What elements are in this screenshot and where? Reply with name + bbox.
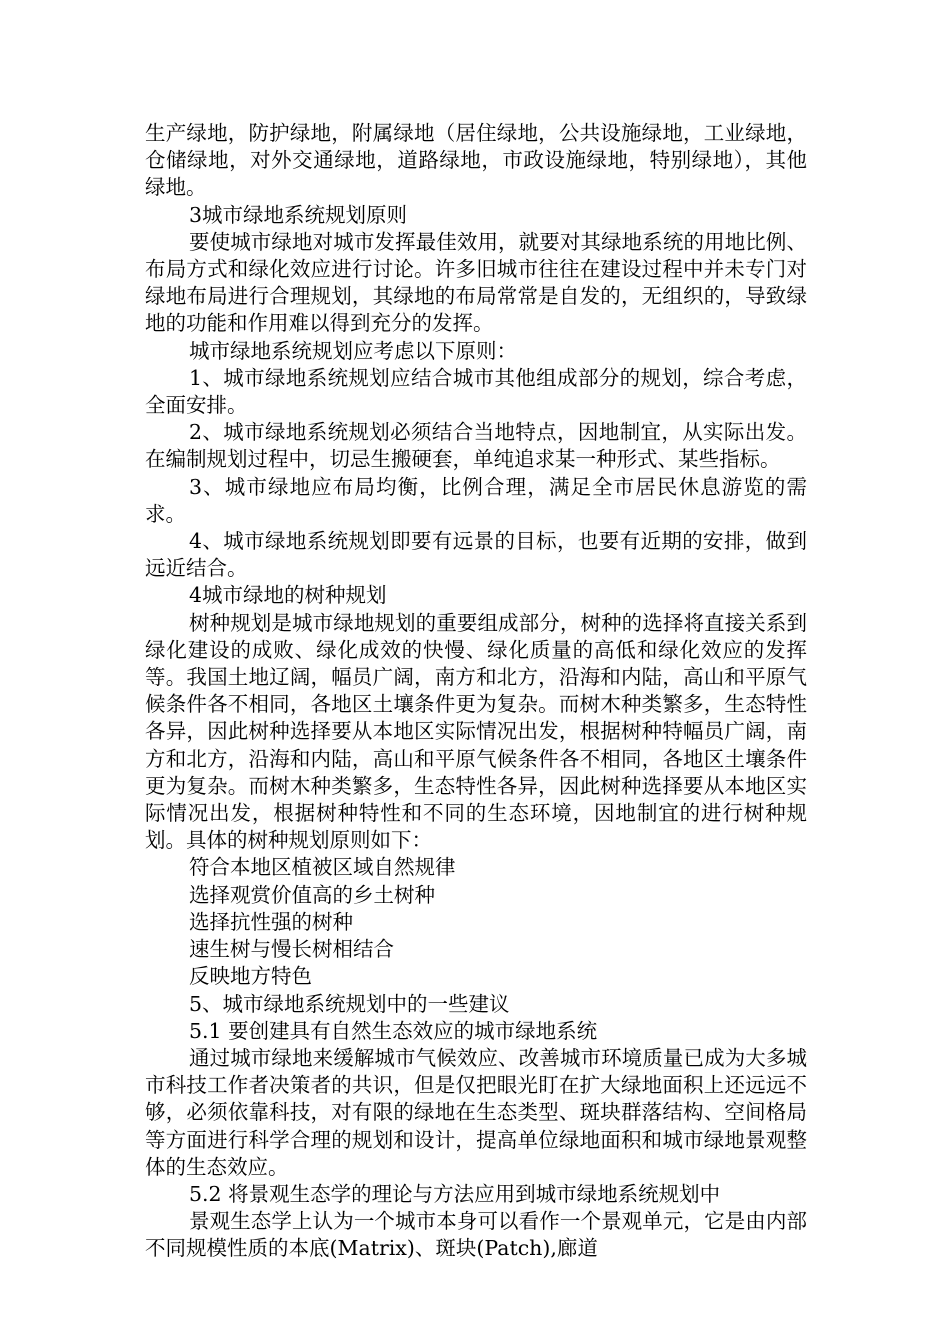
- paragraph-planning-intro: 要使城市绿地对城市发挥最佳效用，就要对其绿地系统的用地比例、布局方式和绿化效应进行讨论。许多旧城市往往在建设过程中并未专门对绿地布局进行合理规划，其绿地的布局常常是自发的，无组织的，导致绿地的功能和作用难以得到充分的发挥。: [145, 229, 807, 336]
- tree-principle-item: 反映地方特色: [189, 964, 312, 989]
- heading-suggestions: 5、城市绿地系统规划中的一些建议: [189, 991, 510, 1016]
- paragraph-suggestion-5-1: 通过城市绿地来缓解城市气候效应、改善城市环境质量已成为大多城市科技工作者决策者的共识，但是仅把眼光盯在扩大绿地面积上还远远不够，必须依靠科技，对有限的绿地在生态类型、斑块群落结构、空间格局等方面进行科学合理的规划和设计，提高单位绿地面积和城市绿地景观整体的生态效应。: [145, 1045, 807, 1179]
- heading-tree-species-planning: 4城市绿地的树种规划: [189, 583, 387, 608]
- paragraph-principles-lead: 城市绿地系统规划应考虑以下原则：: [189, 338, 517, 363]
- principle-2: 2、城市绿地系统规划必须结合当地特点，因地制宜，从实际出发。在编制规划过程中，切忌生搬硬套，单纯追求某一种形式、某些指标。: [145, 420, 807, 472]
- tree-principle-item: 选择观赏价值高的乡土树种: [189, 882, 435, 907]
- heading-planning-principles: 3城市绿地系统规划原则: [189, 202, 408, 227]
- heading-suggestion-5-2: 5.2 将景观生态学的理论与方法应用到城市绿地系统规划中: [189, 1181, 721, 1206]
- heading-suggestion-5-1: 5.1 要创建具有自然生态效应的城市绿地系统: [189, 1018, 598, 1043]
- paragraph-green-space-types: 生产绿地，防护绿地，附属绿地（居住绿地，公共设施绿地，工业绿地，仓储绿地，对外交通绿地，道路绿地，市政设施绿地，特别绿地），其他绿地。: [145, 121, 807, 200]
- tree-principle-item: 速生树与慢长树相结合: [189, 937, 394, 962]
- tree-principle-item: 选择抗性强的树种: [189, 909, 353, 934]
- principle-3: 3、城市绿地应布局均衡，比例合理，满足全市居民休息游览的需求。: [145, 474, 807, 526]
- principle-1: 1、城市绿地系统规划应结合城市其他组成部分的规划，综合考虑，全面安排。: [145, 365, 807, 418]
- document-page: [145, 120, 807, 1263]
- paragraph-suggestion-5-2: 景观生态学上认为一个城市本身可以看作一个景观单元，它是由内部不同规模性质的本底(Matrix)、斑块(Patch),廊道: [145, 1209, 807, 1261]
- tree-principle-item: 符合本地区植被区域自然规律: [189, 855, 456, 880]
- paragraph-tree-species: 树种规划是城市绿地规划的重要组成部分，树种的选择将直接关系到绿化建设的成败、绿化成效的快慢、绿化质量的高低和绿化效应的发挥等。我国土地辽阔，幅员广阔，南方和北方，沿海和内陆，高山和平原气候条件各不相同，各地区土壤条件更为复杂。而树木种类繁多，生态特性各异，因此树种选择要从本地区实际情况出发，根据树种特幅员广阔，南方和北方，沿海和内陆，高山和平原气候条件各不相同，各地区土壤条件更为复杂。而树木种类繁多，生态特性各异，因此树种选择要从本地区实际情况出发，根据树种特性和不同的生态环境，因地制宜的进行树种规划。具体的树种规划原则如下：: [145, 610, 807, 853]
- principle-4: 4、城市绿地系统规划即要有远景的目标，也要有近期的安排，做到远近结合。: [145, 529, 807, 581]
